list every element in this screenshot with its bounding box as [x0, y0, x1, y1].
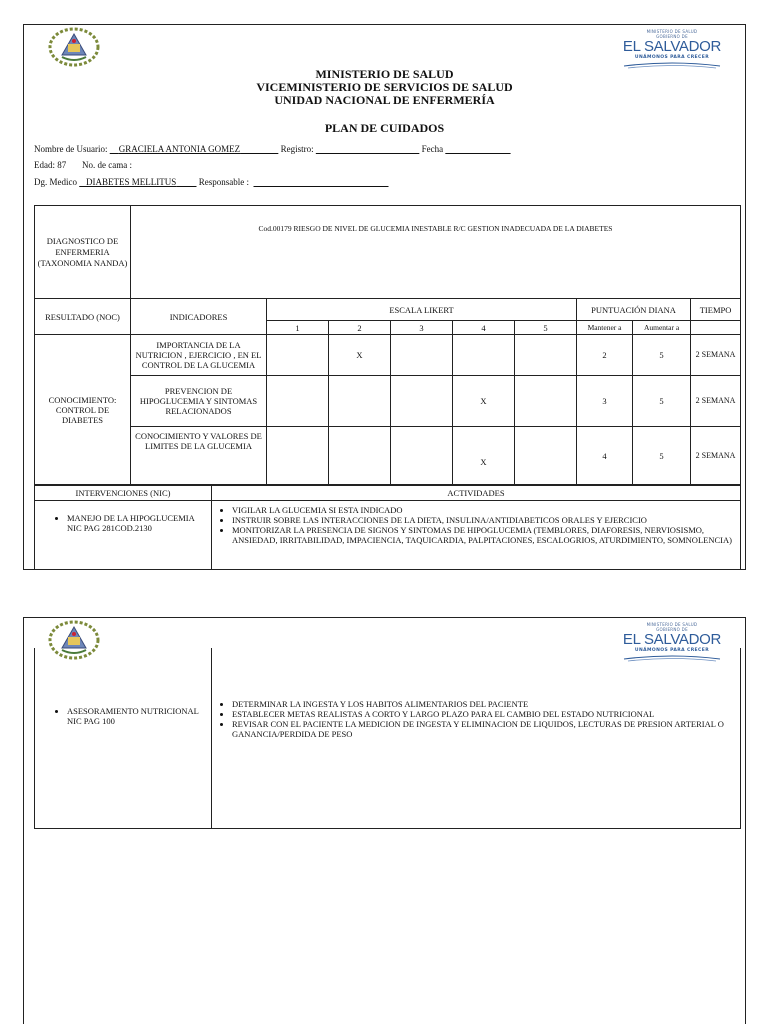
activities-cell	[212, 501, 741, 571]
mantener-value: 3	[577, 376, 633, 427]
responsable-label: Responsable :	[198, 177, 249, 187]
table-row	[35, 376, 741, 427]
cama-label: No. de cama :	[82, 160, 132, 170]
diagnosis-line	[34, 177, 389, 187]
tiempo-value: 2 SEMANA	[691, 427, 741, 485]
mark-cell	[391, 335, 453, 376]
mark-cell	[391, 427, 453, 485]
scale-3: 3	[391, 321, 453, 335]
scale-2: 2	[329, 321, 391, 335]
tiempo-subheader	[691, 321, 741, 335]
tiempo-value: 2 SEMANA	[691, 376, 741, 427]
dg-label: Dg. Medico	[34, 177, 77, 187]
mantener-value: 2	[577, 335, 633, 376]
col-tiempo: TIEMPO	[691, 299, 741, 321]
brand-gobierno: GOBIERNO DE	[656, 34, 688, 39]
edad-label: Edad:	[34, 160, 55, 170]
aumentar-value: 5	[633, 376, 691, 427]
el-salvador-brand-logo	[617, 29, 727, 69]
nic-table-continued	[34, 648, 741, 829]
brand-name: EL SALVADOR	[622, 38, 722, 55]
dg-value: DIABETES MELLITUS	[86, 177, 177, 187]
mark-cell	[515, 376, 577, 427]
scale-4: 4	[453, 321, 515, 335]
table-row	[35, 648, 741, 828]
user-label: Nombre de Usuario:	[34, 144, 108, 154]
activities-cell	[212, 648, 741, 828]
nic-item: • ASESORAMIENTO NUTRICIONAL NIC PAG 100	[67, 706, 209, 726]
mark-cell: X	[453, 376, 515, 427]
brand-tagline: UNÁMONOS PARA CRECER	[634, 55, 710, 60]
mantener-value: 4	[577, 427, 633, 485]
activity-item: • MONITORIZAR LA PRESENCIA DE SIGNOS Y SINTOMAS DE HIPOGLUCEMIA (TEMBLORES, DIAFORESIS, NERVIOSISMO, ANSIEDAD, IRRITABILIDAD, IMPACIENCIA, TAQUICARDIA, PALPITACIONES, ESCALOGRIOS, ATURDIMIENTO, SOMNOLENCIA)	[232, 525, 738, 545]
col-resultado: RESULTADO (NOC)	[35, 299, 131, 335]
patient-name-line	[34, 144, 511, 154]
mark-cell	[391, 376, 453, 427]
mark-cell	[515, 335, 577, 376]
care-plan-page-1	[23, 24, 746, 570]
user-value: GRACIELA ANTONIA GOMEZ	[118, 144, 241, 154]
col-puntuacion: PUNTUACIÓN DIANA	[577, 299, 691, 321]
nic-cell	[35, 501, 212, 571]
resultado-value: CONOCIMIENTO: CONTROL DE DIABETES	[35, 335, 131, 485]
noc-table	[34, 298, 741, 485]
patient-age-line	[34, 160, 132, 170]
brand-ministry: MINISTERIO DE SALUD	[646, 29, 698, 34]
brand-tagline: UNÁMONOS PARA CRECER	[634, 648, 710, 653]
scale-5: 5	[515, 321, 577, 335]
mark-cell	[329, 376, 391, 427]
nic-table	[34, 485, 741, 570]
brand-ministry: MINISTERIO DE SALUD	[646, 622, 698, 627]
tiempo-value: 2 SEMANA	[691, 335, 741, 376]
col-escala: ESCALA LIKERT	[267, 299, 577, 321]
aumentar-value: 5	[633, 335, 691, 376]
activity-item: • ESTABLECER METAS REALISTAS A CORTO Y LARGO PLAZO PARA EL CAMBIO DEL ESTADO NUTRICIONAL	[232, 709, 738, 719]
brand-gobierno: GOBIERNO DE	[656, 627, 688, 632]
table-row	[35, 335, 741, 376]
heading-unit: UNIDAD NACIONAL DE ENFERMERÍA	[274, 93, 495, 107]
col-nic: INTERVENCIONES (NIC)	[35, 486, 212, 501]
col-actividades: ACTIVIDADES	[212, 486, 741, 501]
activity-item: • REVISAR CON EL PACIENTE LA MEDICION DE INGESTA Y ELIMINACION DE LIQUIDOS, LECTURAS DE PRESION ARTERIAL O GANANCIA/PERDIDA DE PESO	[232, 719, 738, 739]
mark-cell: X	[453, 427, 515, 485]
indicator-cell: IMPORTANCIA DE LA NUTRICION , EJERCICIO , EN EL CONTROL DE LA GLUCEMIA	[131, 335, 267, 376]
mark-cell	[329, 427, 391, 485]
indicator-cell: CONOCIMIENTO Y VALORES DE LIMITES DE LA GLUCEMIA	[131, 427, 267, 485]
activity-item: • INSTRUIR SOBRE LAS INTERACCIONES DE LA DIETA, INSULINA/ANTIDIABETICOS ORALES Y EJERCICIO	[232, 515, 738, 525]
indicator-cell: PREVENCION DE HIPOGLUCEMIA Y SINTOMAS RELACIONADOS	[131, 376, 267, 427]
edad-value: 87	[57, 160, 67, 170]
heading-vice-ministry: VICEMINISTERIO DE SERVICIOS DE SALUD	[256, 80, 513, 94]
activity-item: • DETERMINAR LA INGESTA Y LOS HABITOS ALIMENTARIOS DEL PACIENTE	[232, 699, 738, 709]
heading-ministry: MINISTERIO DE SALUD	[315, 67, 454, 81]
table-row	[35, 427, 741, 485]
mark-cell	[515, 427, 577, 485]
mark-cell	[453, 335, 515, 376]
mark-cell: X	[329, 335, 391, 376]
col-mantener: Mantener a	[577, 321, 633, 335]
registro-label: Registro:	[280, 144, 314, 154]
page-title: PLAN DE CUIDADOS	[324, 121, 445, 135]
activity-item: • VIGILAR LA GLUCEMIA SI ESTA INDICADO	[232, 505, 738, 515]
diagnosis-text: Cod.00179 RIESGO DE NIVEL DE GLUCEMIA INESTABLE R/C GESTION INADECUADA DE LA DIABETES	[131, 206, 741, 299]
diagnosis-table	[34, 205, 741, 299]
coat-of-arms-seal	[46, 27, 102, 67]
nic-cell	[35, 648, 212, 828]
nic-item: • MANEJO DE LA HIPOGLUCEMIA NIC PAG 281COD.2130	[67, 513, 209, 533]
aumentar-value: 5	[633, 427, 691, 485]
brand-name: EL SALVADOR	[622, 631, 722, 648]
col-indicadores: INDICADORES	[131, 299, 267, 335]
mark-cell	[267, 376, 329, 427]
mark-cell	[267, 427, 329, 485]
col-aumentar: Aumentar a	[633, 321, 691, 335]
scale-1: 1	[267, 321, 329, 335]
table-row	[35, 501, 741, 571]
fecha-label: Fecha	[421, 144, 444, 154]
mark-cell	[267, 335, 329, 376]
diagnosis-label: DIAGNOSTICO DE ENFERMERIA (TAXONOMIA NANDA)	[35, 206, 131, 299]
care-plan-page-2	[23, 617, 746, 1024]
